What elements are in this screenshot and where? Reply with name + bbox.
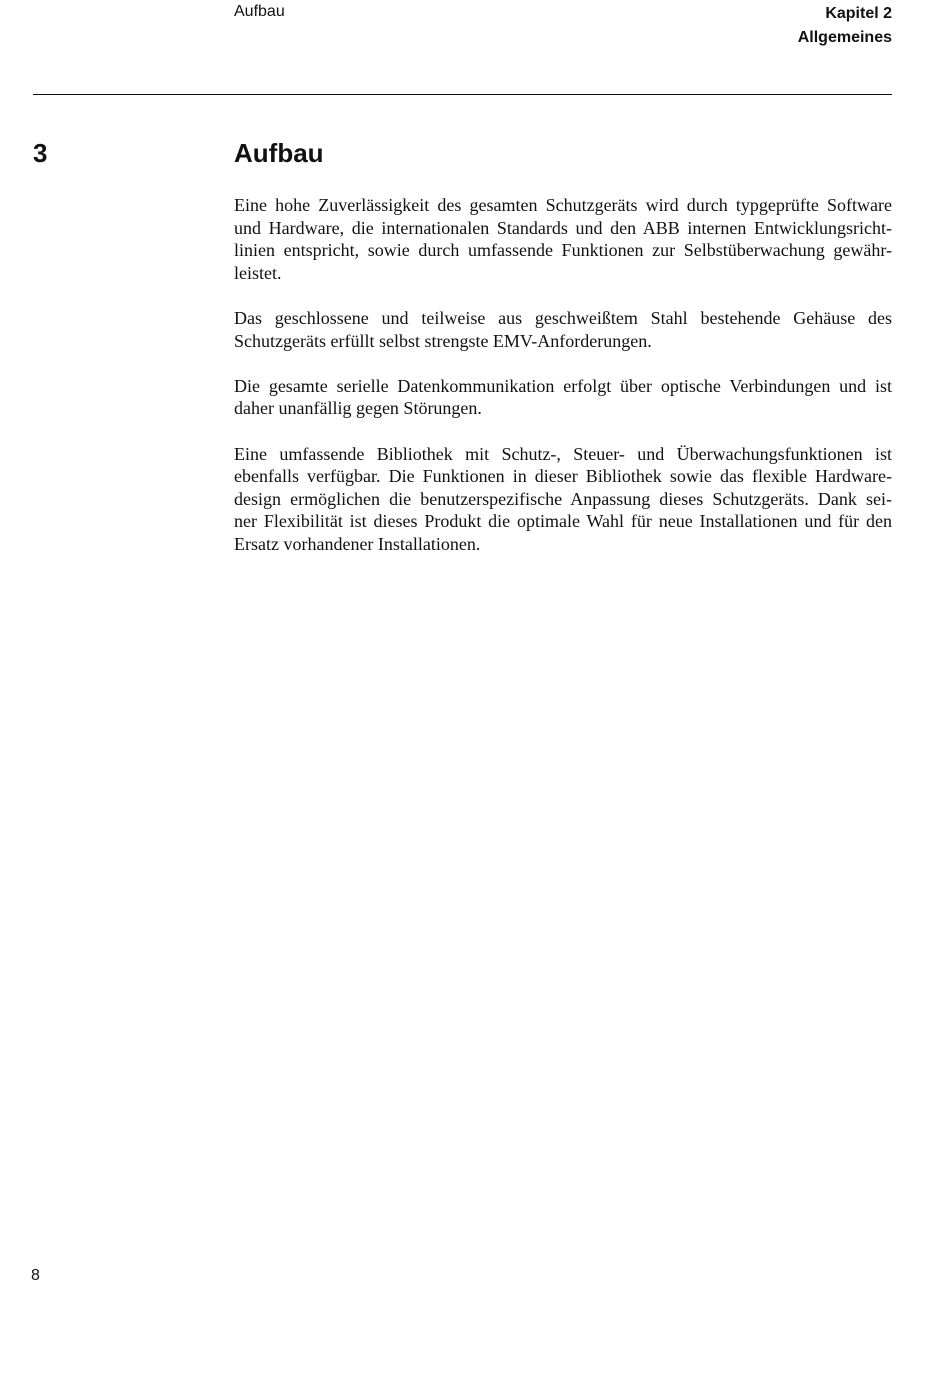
running-header-section: Aufbau [234,3,285,20]
page-number: 8 [31,1267,40,1284]
text-line: Eine umfassende Bibliothek mit Schutz-, Steuer- und Überwachungsfunktionen ist [234,443,892,464]
text-line: daher unanfällig gegen Störungen. [234,398,482,419]
text-line: ebenfalls verfügbar. Die Funktionen in dieser Bibliothek sowie das flexible Hardware- [234,466,892,487]
text-line: ner Flexibilität ist dieses Produkt die optimale Wahl für neue Installationen und für den [234,511,892,532]
paragraph-housing [234,307,892,352]
body-text [234,194,892,578]
header-divider [33,94,892,95]
text-line: Schutzgeräts erfüllt selbst strengste EMV-Anforderungen. [234,330,652,351]
chapter-label: Kapitel 2 [825,5,892,22]
text-line: Die gesamte serielle Datenkommunikation erfolgt über optische Verbindungen und ist [234,375,892,396]
section-heading: Aufbau [234,138,324,168]
paragraph-reliability [234,194,892,284]
text-line: linien entspricht, sowie durch umfassende Funktionen zur Selbstüberwachung gewähr- [234,240,892,261]
chapter-title: Allgemeines [797,29,892,46]
text-line: design ermöglichen die benutzerspezifische Anpassung dieses Schutzgeräts. Dank sei- [234,488,892,509]
paragraph-library [234,443,892,556]
text-line: Ersatz vorhandener Installationen. [234,533,481,554]
text-line: leistet. [234,262,282,283]
text-line: Das geschlossene und teilweise aus geschweißtem Stahl bestehende Gehäuse des [234,307,892,328]
text-line: Eine hohe Zuverlässigkeit des gesamten Schutzgeräts wird durch typgeprüfte Software [234,195,892,215]
running-header-chapter [798,2,892,50]
paragraph-communication [234,375,892,420]
text-line: und Hardware, die internationalen Standards und den ABB internen Entwicklungsricht- [234,217,892,238]
section-number: 3 [33,138,48,168]
